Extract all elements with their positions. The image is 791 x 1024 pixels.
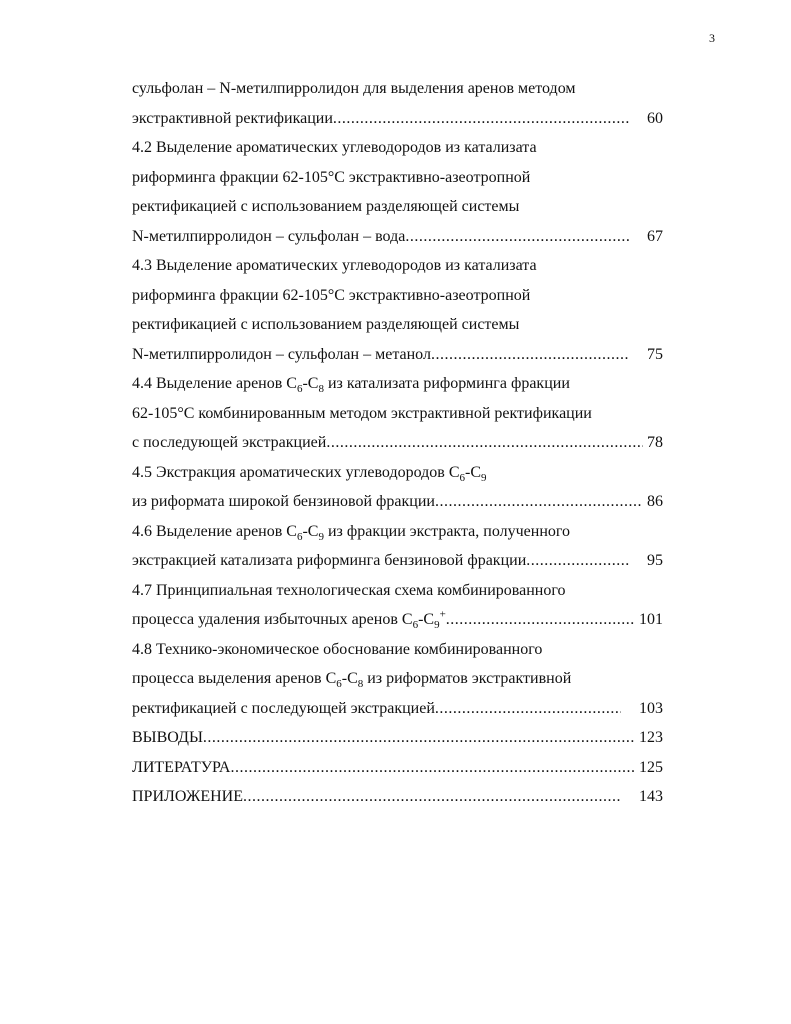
toc-page-number: 101 bbox=[639, 611, 663, 628]
toc-line: сульфолан – N-метилпирролидон для выделения аренов методом bbox=[132, 80, 576, 97]
toc-entry bbox=[132, 782, 663, 812]
dot-leader bbox=[203, 723, 635, 753]
toc-entry-title: ЛИТЕРАТУРА bbox=[132, 758, 231, 776]
subscript: 8 bbox=[318, 383, 324, 396]
subscript: 6 bbox=[336, 678, 342, 691]
toc-line: риформинга фракции 62-105°С экстрактивно-азеотропной bbox=[132, 286, 531, 304]
toc-line: 62-105°С комбинированным методом экстрактивной ректификации bbox=[132, 404, 592, 422]
subscript: 6 bbox=[412, 619, 419, 632]
toc-entry-title: с последующей экстракцией bbox=[132, 434, 327, 451]
subscript: 9 bbox=[481, 471, 487, 484]
toc-entry-title: ректификацией с последующей экстракцией bbox=[132, 699, 435, 717]
text-fragment: -С bbox=[418, 611, 435, 628]
toc-entry bbox=[132, 222, 663, 252]
text-fragment: 4.6 Выделение аренов С bbox=[132, 522, 297, 540]
subscript: 6 bbox=[459, 471, 465, 484]
toc-entry bbox=[132, 428, 663, 458]
toc-page-number: 78 bbox=[647, 434, 663, 451]
toc-entry-title bbox=[132, 605, 446, 635]
toc-entry-title: из риформата широкой бензиновой фракции bbox=[132, 493, 435, 510]
dot-leader bbox=[405, 222, 629, 252]
toc-entry-title: экстракцией катализата риформинга бензиновой фракции bbox=[132, 552, 527, 569]
toc-entry-title: ВЫВОДЫ bbox=[132, 729, 203, 746]
toc-line bbox=[132, 517, 663, 547]
superscript: + bbox=[439, 608, 446, 621]
toc-page-number: 95 bbox=[647, 552, 663, 569]
table-of-contents bbox=[132, 74, 663, 812]
text-fragment: -С bbox=[302, 375, 319, 392]
text-fragment: процесса выделения аренов С bbox=[132, 670, 337, 687]
dot-leader bbox=[435, 487, 643, 517]
toc-entry bbox=[132, 487, 663, 517]
subscript: 6 bbox=[296, 383, 303, 396]
toc-page-number: 60 bbox=[647, 109, 663, 127]
page-number: 3 bbox=[709, 31, 715, 45]
toc-page-number: 103 bbox=[639, 699, 663, 717]
text-fragment: из катализата риформинга фракции bbox=[323, 375, 570, 392]
text-fragment: -С bbox=[465, 463, 481, 481]
dot-leader bbox=[431, 340, 629, 370]
toc-entry bbox=[132, 605, 663, 635]
dot-leader bbox=[230, 753, 635, 783]
dot-leader bbox=[435, 694, 621, 724]
toc-entry bbox=[132, 340, 663, 370]
toc-line: 4.2 Выделение ароматических углеводородов из катализата bbox=[132, 139, 537, 156]
subscript: 8 bbox=[357, 678, 364, 691]
text-fragment: 4.5 Экстракция ароматических углеводородов С bbox=[132, 463, 460, 481]
toc-line bbox=[132, 369, 663, 399]
toc-line bbox=[132, 458, 663, 488]
toc-line: 4.8 Технико-экономическое обоснование комбинированного bbox=[132, 640, 543, 658]
toc-line: ректификацией с использованием разделяющей системы bbox=[132, 316, 520, 333]
text-fragment: 4.4 Выделение аренов С bbox=[132, 375, 297, 392]
dot-leader bbox=[446, 605, 635, 635]
toc-entry-title: экстрактивной ректификации bbox=[132, 109, 333, 127]
toc-page-number: 123 bbox=[639, 729, 663, 746]
subscript: 9 bbox=[434, 619, 440, 632]
dot-leader bbox=[243, 782, 621, 812]
text-fragment: процесса удаления избыточных аренов С bbox=[132, 611, 413, 628]
text-fragment: -С bbox=[341, 670, 358, 687]
toc-line bbox=[132, 664, 663, 694]
toc-entry-title: ПРИЛОЖЕНИЕ bbox=[132, 788, 244, 805]
toc-line: риформинга фракции 62-105°С экстрактивно-азеотропной bbox=[132, 168, 531, 186]
toc-line: ректификацией с использованием разделяющей системы bbox=[132, 198, 520, 215]
dot-leader bbox=[326, 428, 643, 458]
text-fragment: -С bbox=[302, 522, 319, 540]
dot-leader bbox=[333, 104, 629, 134]
text-fragment: из риформатов экстрактивной bbox=[363, 670, 572, 687]
toc-entry bbox=[132, 694, 663, 724]
toc-page-number: 143 bbox=[639, 788, 663, 805]
subscript: 9 bbox=[318, 530, 324, 543]
toc-entry bbox=[132, 546, 663, 576]
toc-entry-title: N-метилпирролидон – сульфолан – вода bbox=[132, 227, 406, 245]
toc-entry bbox=[132, 753, 663, 783]
toc-page-number: 75 bbox=[647, 345, 663, 363]
toc-line: 4.3 Выделение ароматических углеводородов из катализата bbox=[132, 257, 537, 274]
toc-page-number: 125 bbox=[639, 758, 663, 776]
toc-entry-title: N-метилпирролидон – сульфолан – метанол bbox=[132, 345, 431, 363]
toc-entry bbox=[132, 723, 663, 753]
subscript: 6 bbox=[296, 530, 303, 543]
text-fragment: из фракции экстракта, полученного bbox=[323, 522, 571, 540]
toc-line: 4.7 Принципиальная технологическая схема комбинированного bbox=[132, 581, 566, 599]
toc-entry bbox=[132, 104, 663, 134]
dot-leader bbox=[526, 546, 629, 576]
toc-page-number: 67 bbox=[647, 227, 663, 245]
toc-page-number: 86 bbox=[647, 493, 663, 510]
